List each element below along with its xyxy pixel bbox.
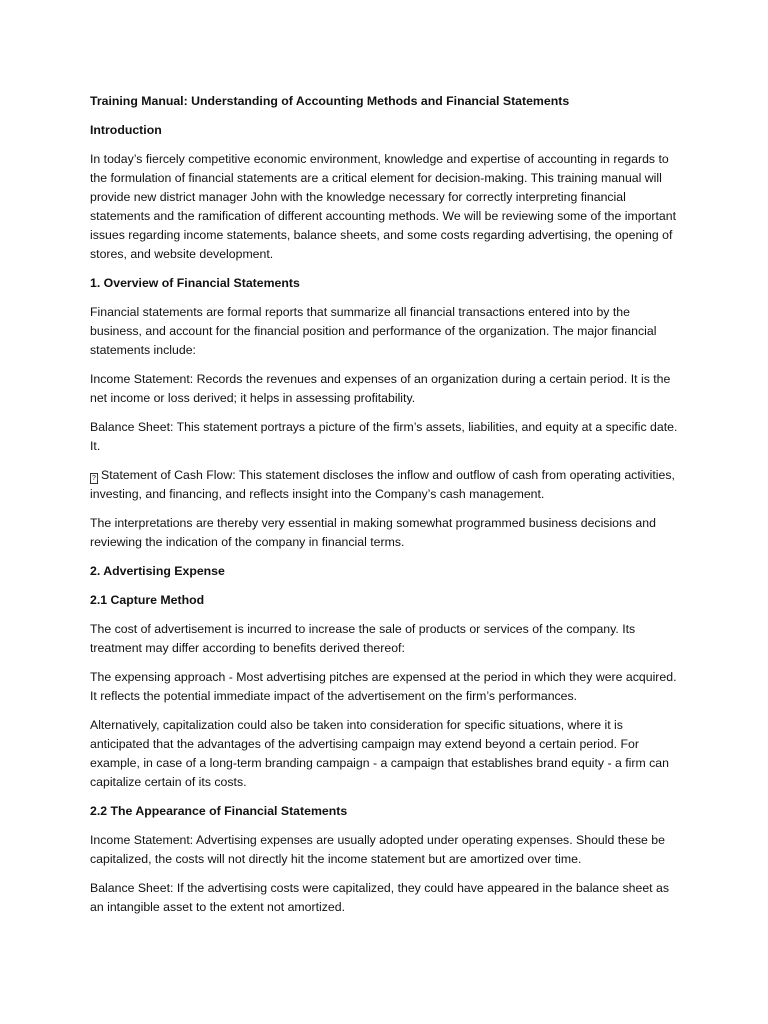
income-statement-item: Income Statement: Records the revenues and expenses of an organization during a certain period. It is the net income or loss derived; it helps in assessing profitability.: [90, 372, 671, 405]
capitalization-paragraph: Alternatively, capitalization could also be taken into consideration for specific situations, where it is anticipated that the advantages of the advertising campaign may extend beyond a certain period. For example, in case of a long-term branding campaign - a campaign that establishes brand equity - a firm can capitalize certain of its costs.: [90, 718, 669, 789]
cash-flow-text: Statement of Cash Flow: This statement discloses the inflow and outflow of cash from operating activities, investing, and financing, and reflects insight into the Company’s cash management.: [90, 468, 675, 501]
cash-flow-item: [90, 466, 680, 504]
introduction-paragraph: In today’s fiercely competitive economic environment, knowledge and expertise of accounting in regards to the formulation of financial statements are a critical element for decision-making. This training manual will provide new district manager John with the knowledge necessary for correctly interpreting financial statements and the ramification of different accounting methods. We will be reviewing some of the important issues regarding income statements, balance sheets, and some costs regarding advertising, the opening of stores, and website development.: [90, 152, 676, 261]
section-2-1-heading: 2.1 Capture Method: [90, 593, 205, 607]
introduction-heading: Introduction: [90, 123, 162, 137]
section-2-2-balance-paragraph: Balance Sheet: If the advertising costs were capitalized, they could have appeared in the balance sheet as an intangible asset to the extent not amortized.: [90, 881, 670, 914]
section-1-heading: 1. Overview of Financial Statements: [90, 276, 300, 290]
document-title: Training Manual: Understanding of Accounting Methods and Financial Statements: [90, 94, 570, 108]
section-1-paragraph: Financial statements are formal reports that summarize all financial transactions entered into by the business, and account for the financial position and performance of the organization. The major financial statements include:: [90, 305, 657, 357]
section-2-2-income-paragraph: Income Statement: Advertising expenses are usually adopted under operating expenses. Should these be capitalized, the costs will not directly hit the income statement but are amortized over time.: [90, 833, 665, 866]
expensing-paragraph: The expensing approach - Most advertising pitches are expensed at the period in which they were acquired. It reflects the potential immediate impact of the advertisement on the firm’s performances.: [90, 670, 677, 703]
interpretation-paragraph: The interpretations are thereby very essential in making somewhat programmed business decisions and reviewing the indication of the company in financial terms.: [90, 516, 656, 549]
section-2-1-paragraph: The cost of advertisement is incurred to increase the sale of products or services of the company. Its treatment may differ according to benefits derived thereof:: [90, 622, 636, 655]
balance-sheet-item: Balance Sheet: This statement portrays a picture of the firm’s assets, liabilities, and equity at a specific date. It.: [90, 420, 678, 453]
missing-glyph-icon: ?: [90, 473, 98, 484]
section-2-heading: 2. Advertising Expense: [90, 564, 225, 578]
section-2-2-heading: 2.2 The Appearance of Financial Statements: [90, 804, 348, 818]
